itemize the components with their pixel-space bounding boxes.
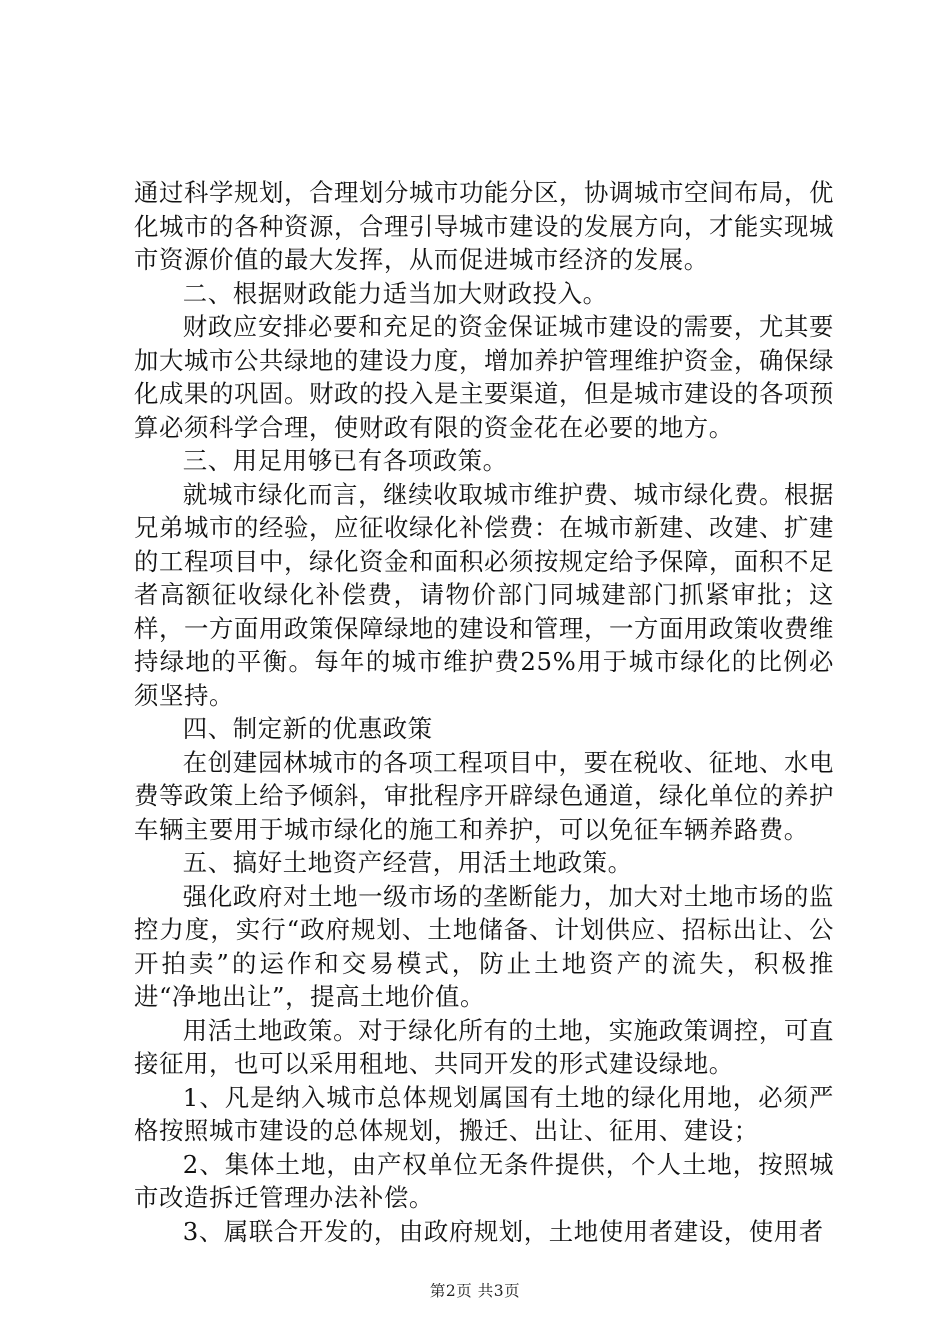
paragraph-6-heading: 四、制定新的优惠政策: [182, 714, 433, 743]
paragraph-2-heading: 二、根据财政能力适当加大财政投入。: [182, 278, 608, 308]
paragraph-5: 就城市绿化而言，继续收取城市维护费、城市绿化费。根据兄弟城市的经验，应征收绿化补偿费：在城市新建、改建、扩建的工程项目中，绿化资金和面积必须按规定给予保障，面积不足者高额征收绿化补偿费，请物价部门同城建部门抓紧审批；这样，一方面用政策保障绿地的建设和管理，一方面用政策收费维持绿地的平衡。每年的城市维护费25%用于城市绿化的比例必须坚持。: [134, 479, 834, 710]
paragraph-11-list-item-1: 1、凡是纳入城市总体规划属国有土地的绿化用地，必须严格按照城市建设的总体规划，搬迁、出让、征用、建设；: [134, 1082, 834, 1145]
paragraph-13-list-item-3: 3、属联合开发的，由政府规划，土地使用者建设，使用者: [182, 1216, 824, 1246]
page-number-footer: 第2页 共3页: [429, 1282, 521, 1300]
paragraph-8-heading: 五、搞好土地资产经营，用活土地政策。: [182, 848, 633, 877]
paragraph-3: 财政应安排必要和充足的资金保证城市建设的需要，尤其要加大城市公共绿地的建设力度，增加养护管理维护资金，确保绿化成果的巩固。财政的投入是主要渠道，但是城市建设的各项预算必须科学合理，使财政有限的资金花在必要的地方。: [134, 312, 834, 442]
paragraph-7: 在创建园林城市的各项工程项目中，要在税收、征地、水电费等政策上给予倾斜，审批程序开辟绿色通道，绿化单位的养护车辆主要用于城市绿化的施工和养护，可以免征车辆养路费。: [134, 747, 834, 844]
document-body: [134, 176, 834, 1248]
paragraph-12-list-item-2: 2、集体土地，由产权单位无条件提供，个人土地，按照城市改造拆迁管理办法补偿。: [134, 1149, 834, 1212]
paragraph-4-heading: 三、用足用够已有各项政策。: [182, 446, 508, 475]
paragraph-1: 通过科学规划，合理划分城市功能分区，协调城市空间布局，优化城市的各种资源，合理引导城市建设的发展方向，才能实现城市资源价值的最大发挥，从而促进城市经济的发展。: [134, 178, 834, 274]
paragraph-9: 强化政府对土地一级市场的垄断能力，加大对土地市场的监控力度，实行“政府规划、土地储备、计划供应、招标出让、公开拍卖”的运作和交易模式，防止土地资产的流失，积极推进“净地出让”，提高土地价值。: [134, 881, 834, 1011]
paragraph-10: 用活土地政策。对于绿化所有的土地，实施政策调控，可直接征用，也可以采用租地、共同开发的形式建设绿地。: [134, 1015, 834, 1078]
